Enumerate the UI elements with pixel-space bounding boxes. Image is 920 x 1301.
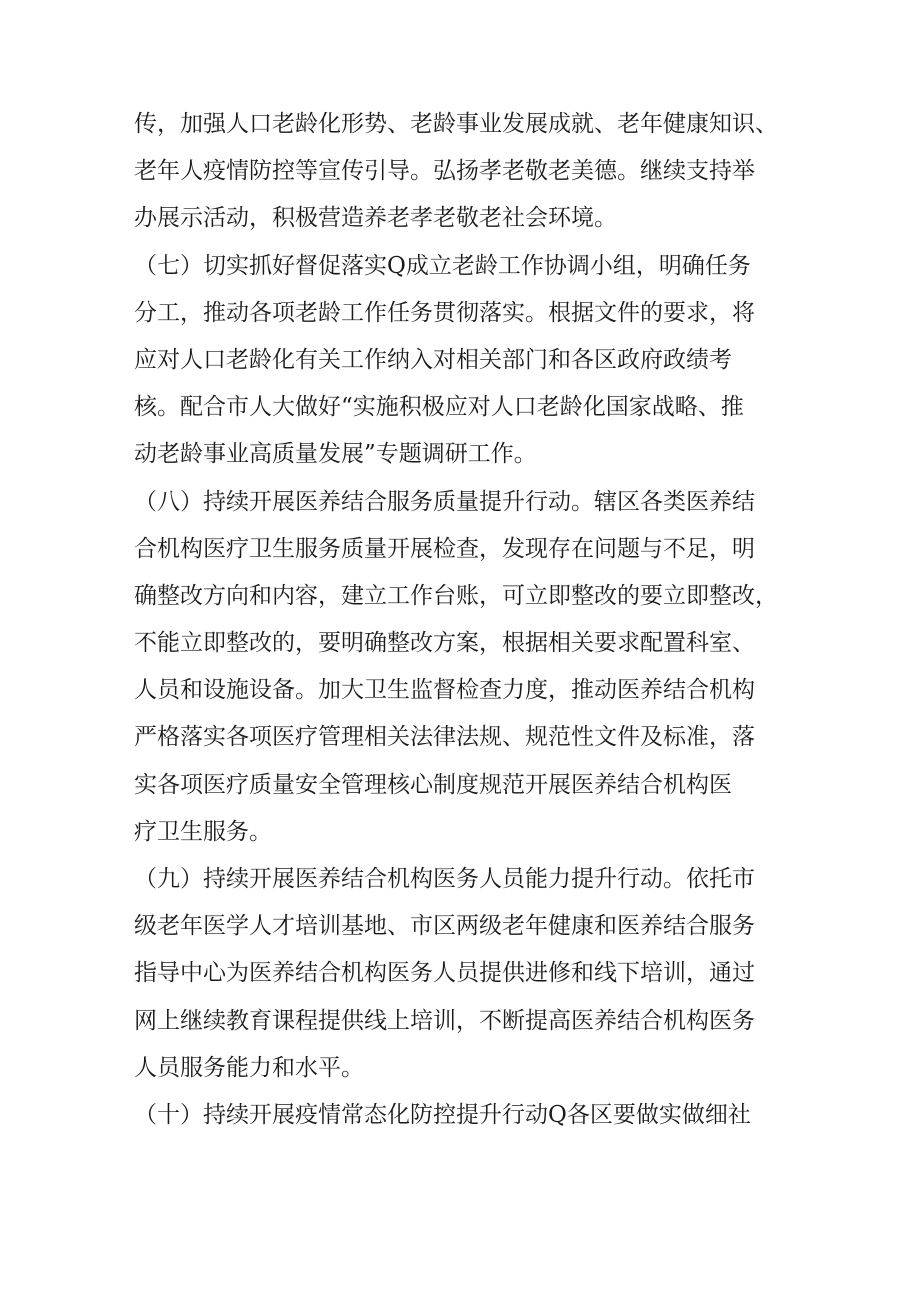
text-line: 不能立即整改的，要明确整改方案，根据相关要求配置科室、 <box>134 630 755 657</box>
text-line: 分工，推动各项老龄工作任务贯彻落实。根据文件的要求，将 <box>134 299 755 326</box>
text-line: 合机构医疗卫生服务质量开展检查，发现存在问题与不足，明 <box>134 535 755 562</box>
text-line: 动老龄事业高质量发展”专题调研工作。 <box>134 441 537 468</box>
text-line: 级老年医学人才培训基地、市区两级老年健康和医养结合服务 <box>134 913 755 940</box>
text-line: 指导中心为医养结合机构医务人员提供进修和线下培训，通过 <box>134 960 755 987</box>
text-line: 实各项医疗质量安全管理核心制度规范开展医养结合机构医 <box>134 771 732 798</box>
text-line: 应对人口老龄化有关工作纳入对相关部门和各区政府政绩考 <box>134 346 732 373</box>
text-line: 网上继续教育课程提供线上培训，不断提高医养结合机构医务 <box>134 1007 755 1034</box>
text-line: 人员和设施设备。加大卫生监督检查力度，推动医养结合机构 <box>134 677 755 704</box>
text-line: 老年人疫情防控等宣传引导。弘扬孝老敬老美德。继续支持举 <box>134 158 755 185</box>
text-line: 办展示活动，积极营造养老孝老敬老社会环境。 <box>134 205 617 232</box>
document-body <box>134 101 814 1139</box>
section-10-heading-line: （十）持续开展疫情常态化防控提升行动Q各区要做实做细社 <box>134 1101 751 1128</box>
section-9-heading-line: （九）持续开展医养结合机构医务人员能力提升行动。依托市 <box>134 866 755 892</box>
section-7-heading-line: （七）切实抓好督促落实Q成立老龄工作协调小组，明确任务 <box>134 252 751 279</box>
text-line: 严格落实各项医疗管理相关法律法规、规范性文件及标准，落 <box>134 724 755 751</box>
text-line: 传，加强人口老龄化形势、老龄事业发展成就、老年健康知识、 <box>134 111 778 137</box>
section-8-heading-line: （八）持续开展医养结合服务质量提升行动。辖区各类医养结 <box>134 488 755 515</box>
text-line: 人员服务能力和水平。 <box>134 1054 364 1081</box>
text-line: 确整改方向和内容，建立工作台账，可立即整改的要立即整改， <box>134 582 778 609</box>
text-line: 核。配合市人大做好“实施积极应对人口老龄化国家战略、推 <box>134 394 744 421</box>
text-line: 疗卫生服务。 <box>134 818 272 845</box>
